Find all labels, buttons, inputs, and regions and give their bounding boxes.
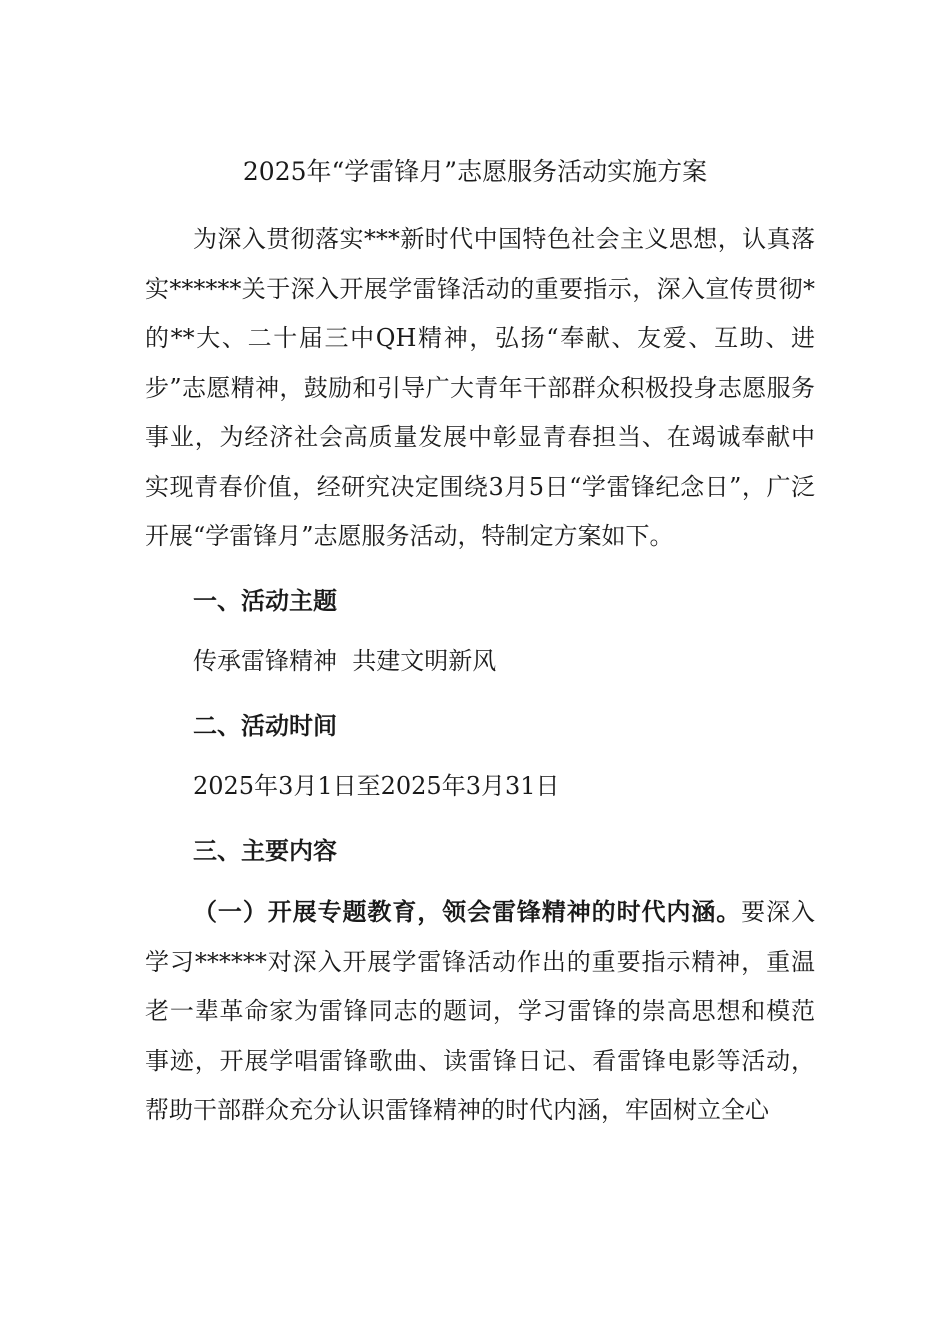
section-body-theme: 传承雷锋精神 共建文明新风 [193,647,497,675]
content-item-lead: （一）开展专题教育，领会雷锋精神的时代内涵。 [193,897,742,926]
section-heading-time: 二、活动时间 [193,710,337,740]
document-body [145,215,815,1136]
document-title: 2025年“学雷锋月”志愿服务活动实施方案 [242,157,708,186]
section-heading-content: 三、主要内容 [193,835,337,865]
intro-paragraph: 为深入贯彻落实***新时代中国特色社会主义思想，认真落实******关于深入开展学雷锋活动的重要指示，深入宣传贯彻*的**大、二十届三中QH精神，弘扬“奉献、友爱、互助、进步”志愿精神，鼓励和引导广大青年干部群众积极投身志愿服务事业，为经济社会高质量发展中彰显青春担当、在竭诚奉献中实现青春价值，经研究决定围绕3月5日“学雷锋纪念日”，广泛开展“学雷锋月”志愿服务活动，特制定方案如下。 [145,225,815,550]
section-heading-theme: 一、活动主题 [193,585,337,615]
section-body-time: 2025年3月1日至2025年3月31日 [193,772,560,800]
content-item-text: 要深入学习******对深入开展学雷锋活动作出的重要指示精神，重温老一辈革命家为雷锋同志的题词，学习雷锋的崇高思想和模范事迹，开展学唱雷锋歌曲、读雷锋日记、看雷锋电影等活动，帮助干部群众充分认识雷锋精神的时代内涵，牢固树立全心 [145,898,816,1124]
content-item-paragraph [145,887,815,1136]
